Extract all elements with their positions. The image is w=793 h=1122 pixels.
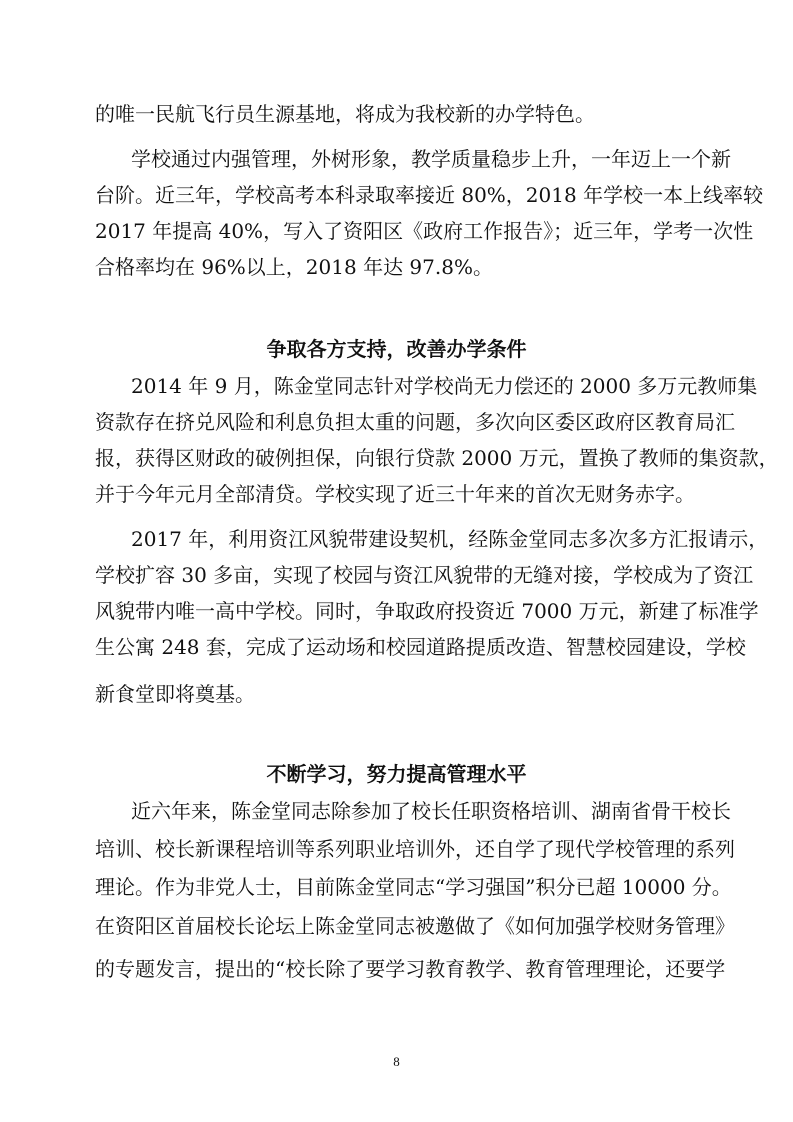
paragraph-line: 并于今年元月全部清贷。学校实现了近三十年来的首次无财务赤字。 [95, 482, 695, 506]
paragraph-line: 生公寓 248 套，完成了运动场和校园道路提质改造、智慧校园建设，学校 [95, 635, 746, 659]
paragraph-line: 学校通过内强管理，外树形象，教学质量稳步上升，一年迈上一个新 [131, 147, 731, 171]
section-heading: 不断学习，努力提高管理水平 [266, 762, 527, 786]
paragraph-line: 2017 年提高 40%，写入了资阳区《政府工作报告》；近三年，学考一次性 [95, 219, 754, 243]
paragraph-line: 风貌带内唯一高中学校。同时，争取政府投资近 7000 万元，新建了标准学 [95, 599, 759, 623]
paragraph-line: 合格率均在 96%以上，2018 年达 97.8%。 [95, 255, 493, 279]
paragraph-line: 的唯一民航飞行员生源基地，将成为我校新的办学特色。 [95, 102, 595, 126]
section-heading: 争取各方支持，改善办学条件 [266, 337, 527, 361]
paragraph-line: 新食堂即将奠基。 [95, 682, 255, 706]
paragraph-line: 报，获得区财政的破例担保，向银行贷款 2000 万元，置换了教师的集资款， [95, 446, 779, 470]
paragraph-line: 在资阳区首届校长论坛上陈金堂同志被邀做了《如何加强学校财务管理》 [95, 914, 735, 938]
page-number: 8 [393, 1054, 400, 1069]
paragraph-line: 2014 年 9 月，陈金堂同志针对学校尚无力偿还的 2000 多万元教师集 [131, 374, 758, 398]
paragraph-line: 的专题发言，提出的“校长除了要学习教育教学、教育管理理论，还要学 [95, 957, 726, 981]
paragraph-line: 理论。作为非党人士，目前陈金堂同志“学习强国”积分已超 10000 分。 [95, 875, 732, 899]
paragraph-line: 培训、校长新课程培训等系列职业培训外，还自学了现代学校管理的系列 [95, 837, 735, 861]
paragraph-line: 资款存在挤兑风险和利息负担太重的问题，多次向区委区政府区教育局汇 [95, 410, 735, 434]
paragraph-line: 2017 年，利用资江风貌带建设契机，经陈金堂同志多次多方汇报请示， [131, 527, 769, 551]
paragraph-line: 台阶。近三年，学校高考本科录取率接近 80%，2018 年学校一本上线率较 [95, 183, 764, 207]
paragraph-line: 近六年来，陈金堂同志除参加了校长任职资格培训、湖南省骨干校长 [131, 799, 731, 823]
paragraph-line: 学校扩容 30 多亩，实现了校园与资江风貌带的无缝对接，学校成为了资江 [95, 563, 754, 587]
